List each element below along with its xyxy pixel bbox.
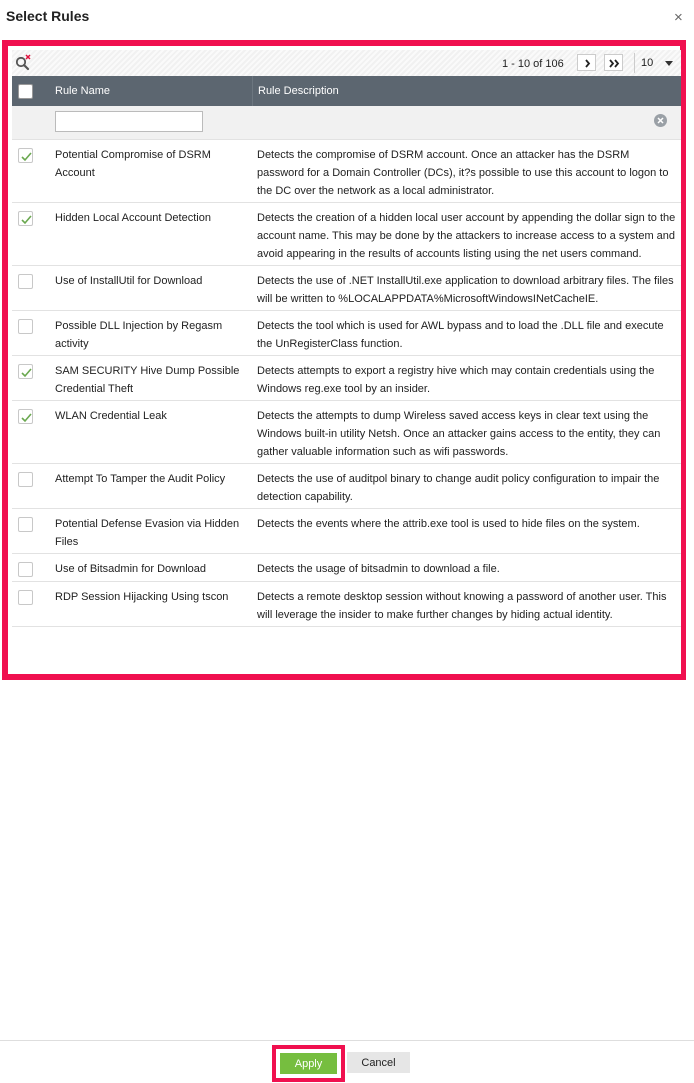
table-row[interactable] xyxy=(12,311,681,356)
rule-description: Detects the usage of bitsadmin to download a file. xyxy=(257,563,500,575)
rule-description: Detects the use of .NET InstallUtil.exe application to download arbitrary files. The files will be written to %LOCALAPPDATA%MicrosoftWindowsINetCacheIE. xyxy=(257,275,674,305)
rule-description: Detects the attempts to dump Wireless saved access keys in clear text using the Windows built-in utility Netsh. Once an attacker gains access to the entity, they can gather valuable information such as wifi passwords. xyxy=(257,410,661,458)
footer-divider xyxy=(0,1040,694,1041)
rule-name: RDP Session Hijacking Using tscon xyxy=(55,591,229,603)
filter-row xyxy=(12,106,681,140)
check-icon xyxy=(20,213,33,226)
grid-toolbar xyxy=(12,50,681,76)
row-checkbox[interactable] xyxy=(18,148,33,163)
caret-down-icon xyxy=(665,61,673,66)
table-row[interactable] xyxy=(12,356,681,401)
row-checkbox[interactable] xyxy=(18,364,33,379)
table-row[interactable] xyxy=(12,203,681,266)
cancel-button[interactable]: Cancel xyxy=(347,1052,410,1073)
rule-description: Detects a remote desktop session without knowing a password of another user. This will leverage the insider to make further changes by hiding actual identity. xyxy=(257,591,667,621)
chevron-right-icon xyxy=(578,55,597,72)
column-header-rule-description[interactable]: Rule Description xyxy=(258,85,339,97)
table-row[interactable] xyxy=(12,509,681,554)
row-checkbox[interactable] xyxy=(18,562,33,577)
next-page-button[interactable] xyxy=(577,54,596,71)
apply-button-highlight xyxy=(272,1045,345,1082)
clear-filter-icon[interactable] xyxy=(654,114,667,127)
check-icon xyxy=(20,150,33,163)
apply-button[interactable]: Apply xyxy=(280,1053,337,1074)
column-divider xyxy=(252,76,253,106)
table-row[interactable] xyxy=(12,554,681,582)
row-checkbox[interactable] xyxy=(18,274,33,289)
row-checkbox[interactable] xyxy=(18,409,33,424)
rule-description: Detects the tool which is used for AWL bypass and to load the .DLL file and execute the UnRegisterClass function. xyxy=(257,320,664,350)
rule-name-filter-input[interactable] xyxy=(55,111,203,132)
page-size-value: 10 xyxy=(641,57,654,69)
rules-grid xyxy=(12,50,681,674)
rule-description: Detects the events where the attrib.exe tool is used to hide files on the system. xyxy=(257,518,640,530)
last-page-button[interactable] xyxy=(604,54,623,71)
toolbar-separator xyxy=(634,53,635,73)
table-row[interactable] xyxy=(12,401,681,464)
column-header-rule-name[interactable]: Rule Name xyxy=(55,85,111,97)
pagination-range: 1 - 10 of 106 xyxy=(502,58,564,70)
rule-name: Hidden Local Account Detection xyxy=(55,212,211,224)
table-row[interactable] xyxy=(12,266,681,311)
search-clear-icon[interactable] xyxy=(14,54,34,72)
rule-name: Potential Defense Evasion via Hidden Files xyxy=(55,518,240,548)
table-row[interactable] xyxy=(12,582,681,627)
row-checkbox[interactable] xyxy=(18,472,33,487)
row-checkbox[interactable] xyxy=(18,517,33,532)
check-icon xyxy=(20,366,33,379)
page-size-select[interactable] xyxy=(641,54,677,72)
rules-grid-highlight xyxy=(2,40,686,680)
rule-name: Use of InstallUtil for Download xyxy=(55,275,203,287)
close-icon[interactable]: × xyxy=(674,9,683,26)
rule-description: Detects the compromise of DSRM account. Once an attacker has the DSRM password for a Domain Controller (DCs), it?s possible to use this account to logon to the DC over the network as a local administrator. xyxy=(257,149,669,197)
dialog-title: Select Rules xyxy=(6,8,90,24)
row-checkbox[interactable] xyxy=(18,590,33,605)
double-chevron-right-icon xyxy=(605,55,624,72)
table-header xyxy=(12,76,681,106)
rule-description: Detects the use of auditpol binary to change audit policy configuration to impair the detection capability. xyxy=(257,473,660,503)
table-row[interactable] xyxy=(12,464,681,509)
rule-name: SAM SECURITY Hive Dump Possible Credential Theft xyxy=(55,365,240,395)
check-icon xyxy=(20,411,33,424)
rule-description: Detects attempts to export a registry hive which may contain credentials using the Windows reg.exe tool by an insider. xyxy=(257,365,655,395)
rule-name: Potential Compromise of DSRM Account xyxy=(55,149,211,179)
rule-name: Use of Bitsadmin for Download xyxy=(55,563,207,575)
rule-name: Attempt To Tamper the Audit Policy xyxy=(55,473,226,485)
rule-name: WLAN Credential Leak xyxy=(55,410,167,422)
row-checkbox[interactable] xyxy=(18,211,33,226)
table-row[interactable] xyxy=(12,140,681,203)
rule-description: Detects the creation of a hidden local user account by appending the dollar sign to the account name. This may be done by the attackers to increase access to a system and avoid appearing in the results of accounts listing using the net users command. xyxy=(257,212,676,260)
row-checkbox[interactable] xyxy=(18,319,33,334)
rule-name: Possible DLL Injection by Regasm activity xyxy=(55,320,223,350)
select-all-checkbox[interactable] xyxy=(18,84,33,99)
